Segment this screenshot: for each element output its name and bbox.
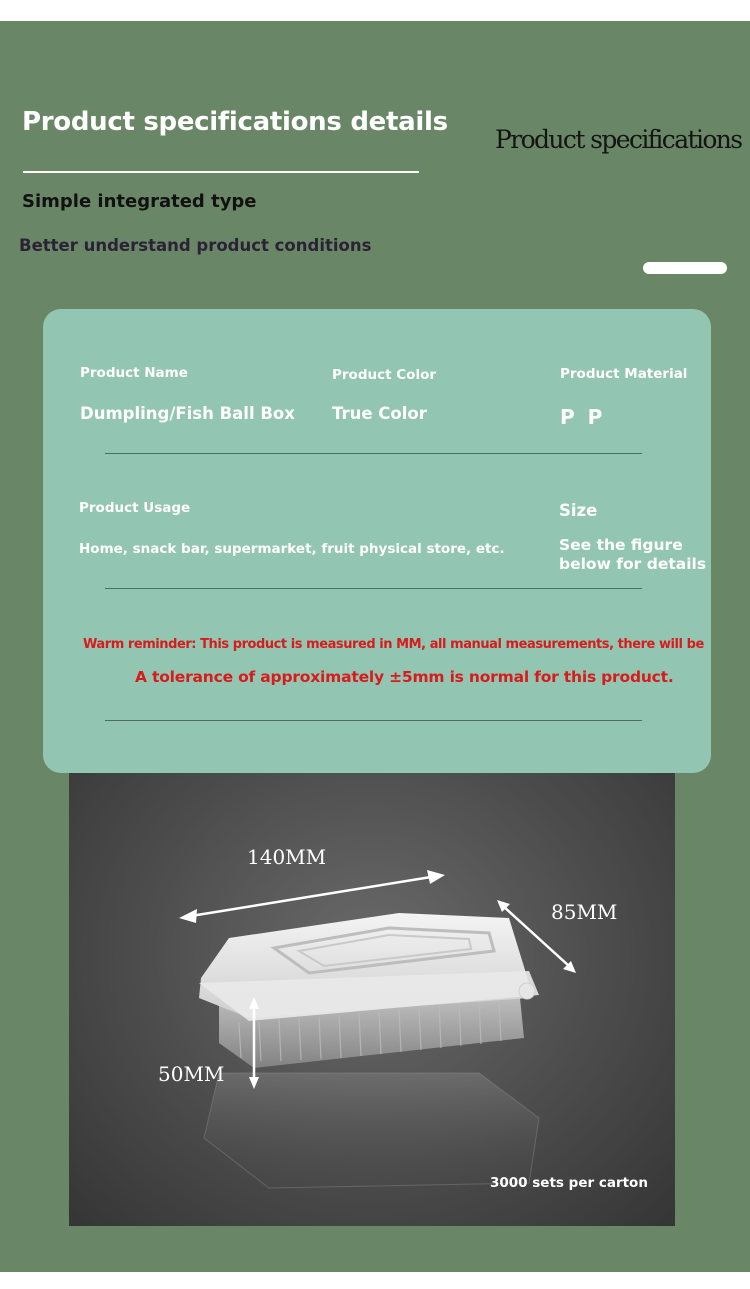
height-dimension: 50MM [158,1062,225,1086]
subtitle: Simple integrated type [22,191,257,212]
product-material-value: P P [560,405,606,429]
product-name-value: Dumpling/Fish Ball Box [80,404,295,423]
product-name-label: Product Name [80,365,188,381]
divider [105,453,642,454]
width-dimension: 85MM [551,900,618,924]
carton-quantity-note: 3000 sets per carton [490,1175,648,1191]
size-label: Size [559,501,598,520]
size-value-line1: See the figure [559,536,683,554]
product-usage-value: Home, snack bar, supermarket, fruit physical store, etc. [79,541,505,557]
product-usage-label: Product Usage [79,500,191,516]
tagline: Better understand product conditions [19,236,372,255]
product-material-label: Product Material [560,366,688,382]
divider [105,588,642,589]
script-title: Product specifications [495,125,742,154]
size-value-line2: below for details [559,555,707,573]
product-photo [69,773,675,1226]
warm-reminder-line2: A tolerance of approximately ±5mm is normal for this product. [135,668,674,686]
page-title: Product specifications details [22,107,448,137]
length-dimension: 140MM [247,845,327,869]
product-color-label: Product Color [332,367,436,383]
product-color-value: True Color [332,404,427,423]
food-box-illustration [69,773,675,1226]
decorative-pill [643,262,727,274]
title-underline [23,171,419,173]
warm-reminder-line1: Warm reminder: This product is measured in MM, all manual measurements, there will be [83,637,704,652]
divider [105,720,642,721]
